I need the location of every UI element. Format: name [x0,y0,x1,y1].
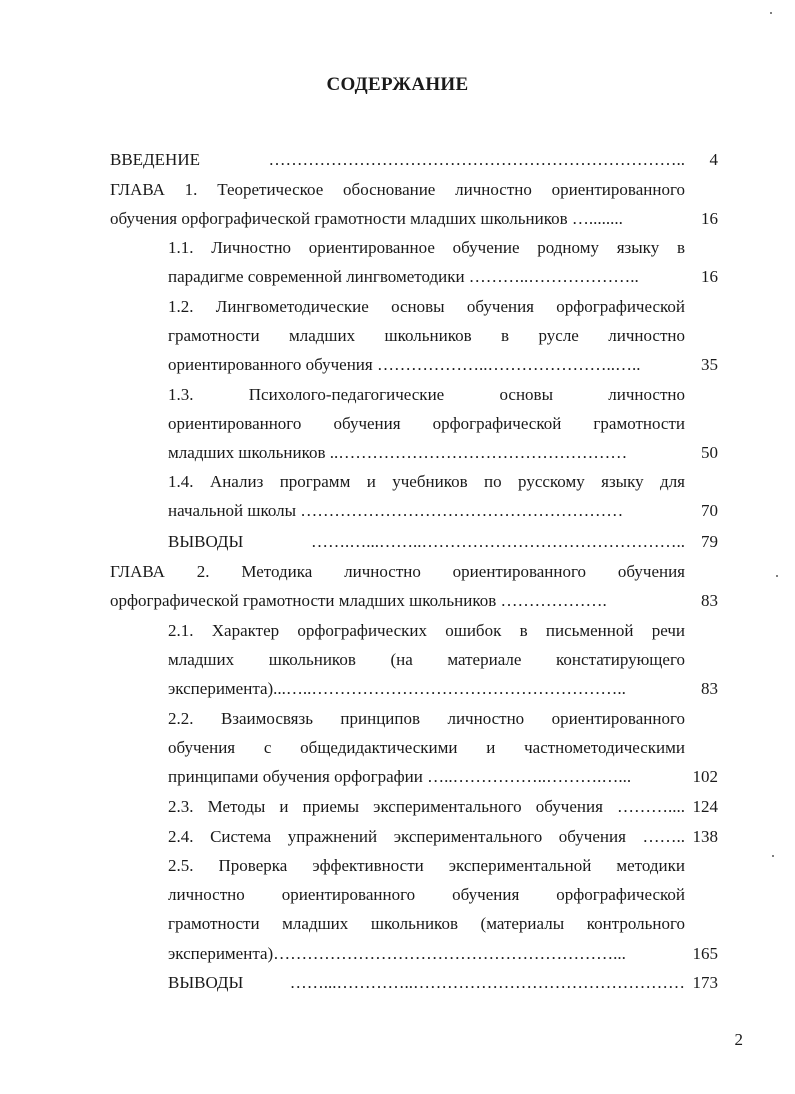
toc-line-text: ГЛАВА 2. Методика личностно ориентированного обучения [110,562,685,581]
toc-page-number: 16 [701,209,718,228]
toc-line-text: ГЛАВА 1. Теоретическое обоснование личностно ориентированного [110,180,685,199]
toc-line [168,705,718,733]
toc-line [168,410,718,438]
toc-page-number: 165 [692,944,718,963]
toc-line-text: обучения орфографической грамотности младших школьников …........ [110,209,623,228]
toc-line-text: 1.3. Психолого-педагогические основы личностно [168,385,685,404]
toc-line [168,528,718,556]
toc-line-text: 1.1. Личностно ориентированное обучение родному языку в [168,238,685,257]
toc-line-text: 2.4. Система упражнений экспериментального обучения …….. [168,827,685,846]
toc-line [168,969,718,997]
toc-page-number: 83 [701,679,718,698]
toc-line [168,497,718,525]
toc-line-text: принципами обучения орфографии …..……………..……….…... [168,767,632,786]
toc-line-text: младших школьников ..…………………………………………… [168,443,628,462]
toc-line [168,617,718,645]
toc-line [168,763,718,791]
toc-line [168,351,718,379]
toc-page-number: 50 [701,443,718,462]
toc-page-number: 173 [692,973,718,992]
scan-speck [770,12,772,14]
toc-page-number: 102 [692,767,718,786]
toc-line [168,646,718,674]
toc-line-text: 1.2. Лингвометодические основы обучения орфографической [168,297,685,316]
toc-line-text: обучения с общедидактическими и частнометодическими [168,738,685,757]
toc-line [168,322,718,350]
toc-line [110,587,718,615]
toc-line-text: орфографической грамотности младших школьников ………………. [110,591,607,610]
toc-line-text: ориентированного обучения ………………..…………………..….. [168,355,641,374]
scan-speck [772,855,774,857]
toc-line [168,940,718,968]
toc-line [168,823,718,851]
toc-line-text: личностно ориентированного обучения орфографической [168,885,685,904]
toc-line-text: эксперимента)……………………………………………………... [168,944,626,963]
toc-page-number: 138 [692,827,718,846]
toc-line-text: младших школьников (на материале констатирующего [168,650,685,669]
toc-page-number: 79 [701,532,718,551]
toc-page-number: 35 [701,355,718,374]
toc-line [168,381,718,409]
toc-line [168,293,718,321]
toc-line-text: 2.1. Характер орфографических ошибок в письменной речи [168,621,685,640]
toc-line [110,558,718,586]
toc-line-text: грамотности младших школьников в русле личностно [168,326,685,345]
scan-speck [776,575,778,577]
toc-line [168,881,718,909]
toc-line [168,439,718,467]
toc-line [168,793,718,821]
toc-line [110,205,718,233]
toc-line-text: начальной школы ………………………………………………… [168,501,624,520]
page-number: 2 [734,1030,743,1049]
toc-line [168,234,718,262]
toc-page-number: 124 [692,797,718,816]
toc-page-number: 83 [701,591,718,610]
toc-line [110,176,718,204]
toc-line [110,146,718,174]
toc-page-number: 16 [701,267,718,286]
toc-line [168,734,718,762]
toc-line [168,263,718,291]
toc-line-text: 2.3. Методы и приемы экспериментального обучения ……….... [168,797,685,816]
toc-line [168,675,718,703]
toc-page-number: 70 [701,501,718,520]
toc-line [168,852,718,880]
toc-line [168,468,718,496]
toc-line-text: 1.4. Анализ программ и учебников по русскому языку для [168,472,685,491]
toc-line-text: ориентированного обучения орфографической грамотности [168,414,685,433]
toc-line-text: грамотности младших школьников (материалы контрольного [168,914,685,933]
toc-line-text: 2.5. Проверка эффективности экспериментальной методики [168,856,685,875]
toc-line [168,910,718,938]
toc-line-text: ВВЕДЕНИЕ ……………………………………………………………….. [110,150,685,169]
toc-page-number: 4 [709,150,718,169]
toc-line-text: ВЫВОДЫ ……...…………..………………………………………… [168,973,685,992]
toc-line-text: ВЫВОДЫ …….…...……..……………………………………….. [168,532,685,551]
toc-line-text: парадигме современной лингвометодики ………..……………….. [168,267,639,286]
toc-line-text: 2.2. Взаимосвязь принципов личностно ориентированного [168,709,685,728]
page-title: СОДЕРЖАНИЕ [326,74,469,95]
toc-line-text: эксперимента)...…..……………………………………………….. [168,679,626,698]
